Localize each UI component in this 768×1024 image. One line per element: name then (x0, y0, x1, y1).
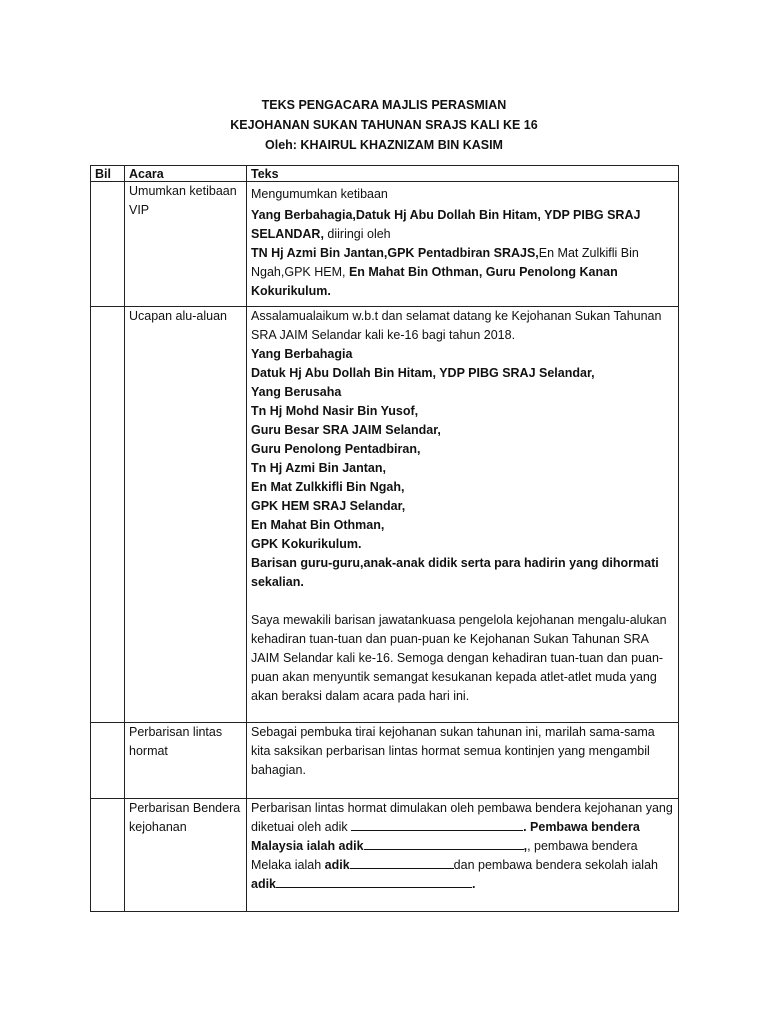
header-bil: Bil (91, 166, 125, 182)
diiringi-text: diiringi oleh (323, 227, 391, 241)
header-title: TEKS PENGACARA MAJLIS PERASMIAN (261, 98, 507, 112)
flag-text-4a: , (523, 839, 528, 853)
bil-cell (91, 307, 125, 723)
acara-cell: Perbarisan Bendera kejohanan (125, 799, 247, 912)
teks-cell: Sebagai pembuka tirai kejohanan sukan tahunan ini, marilah sama-sama kita saksikan perbarisan lintas hormat semua kontinjen yang mengambil bahagian. (247, 723, 679, 799)
name-blank (364, 837, 524, 850)
flag-text-3: ialah adik (306, 839, 364, 853)
vip2-text: TN Hj Azmi Bin Jantan,GPK Pentadbiran SRAJS, (251, 246, 539, 260)
announce-vip (251, 204, 674, 301)
welcome-closing: Saya mewakili barisan jawatankuasa pengelola kejohanan mengalu-alukan kehadiran tuan-tuan dan puan-puan ke Kejohanan Sukan Tahunan SRA JAIM Selandar kali ke-16. Semoga dengan kehadiran tuan-tuan dan puan-puan akan menyuntik semangat kesukanan kepada atlet-atlet muda yang akan beraksi dalam acara pada hari ini. (251, 613, 667, 703)
program-table (90, 165, 679, 912)
flag-text-1: Perbarisan lintas hormat dimulakan oleh pembawa bendera kejohanan yang diketuai oleh adik (251, 801, 673, 834)
header-teks: Teks (247, 166, 679, 182)
acara-cell: Ucapan alu-aluan (125, 307, 247, 723)
flag-text-8: . (472, 877, 476, 891)
teks-cell (247, 799, 679, 912)
teks-cell (247, 307, 679, 723)
welcome-line: En Mahat Bin Othman, (251, 518, 385, 532)
header-acara: Acara (125, 166, 247, 182)
flag-text-6: dan pembawa bendera sekolah ialah (453, 858, 658, 872)
acara-cell: Umumkan ketibaan VIP (125, 182, 247, 307)
flag-text-5: adik (324, 858, 350, 872)
announce-intro: Mengumumkan ketibaan (251, 187, 388, 201)
welcome-line: En Mat Zulkkifli Bin Ngah, (251, 480, 405, 494)
bil-cell (91, 182, 125, 307)
welcome-line: Barisan guru-guru,anak-anak didik serta para hadirin yang dihormati sekalian. (251, 556, 659, 589)
welcome-intro: Assalamualaikum w.b.t dan selamat datang ke Kejohanan Sukan Tahunan SRA JAIM Selandar kali ke-16 bagi tahun 2018. (251, 309, 662, 342)
welcome-line: GPK HEM SRAJ Selandar, (251, 499, 406, 513)
table-row (91, 307, 679, 723)
flag-text-4: , pembawa bendera Melaka ialah (251, 839, 638, 872)
flag-text-2: . Pembawa bendera Malaysia (251, 820, 640, 853)
vip1-text: Yang Berbahagia,Datuk Hj Abu Dollah Bin Hitam, YDP PIBG SRAJ SELANDAR, (251, 208, 641, 241)
teks-cell (247, 182, 679, 307)
bil-cell (91, 799, 125, 912)
name-blank (276, 875, 472, 888)
vip3-text: En Mat Zulkifli Bin Ngah,GPK HEM, (251, 246, 639, 279)
welcome-line: Tn Hj Azmi Bin Jantan, (251, 461, 386, 475)
paragraph-gap (251, 592, 674, 611)
welcome-line: GPK Kokurikulum. (251, 537, 362, 551)
table-header-row (91, 166, 679, 182)
table-row (91, 723, 679, 799)
welcome-line: Yang Berbahagia (251, 347, 353, 361)
header-author: Oleh: KHAIRUL KHAZNIZAM BIN KASIM (265, 138, 503, 152)
table-row (91, 182, 679, 307)
document-header (0, 95, 768, 155)
welcome-line: Yang Berusaha (251, 385, 342, 399)
welcome-line: Tn Hj Mohd Nasir Bin Yusof, (251, 404, 419, 418)
acara-cell: Perbarisan lintas hormat (125, 723, 247, 799)
welcome-line: Guru Besar SRA JAIM Selandar, (251, 423, 441, 437)
name-blank (351, 818, 523, 831)
vip4-text: En Mahat Bin Othman, Guru Penolong Kanan Kokurikulum. (251, 265, 618, 298)
welcome-line: Guru Penolong Pentadbiran, (251, 442, 421, 456)
flag-text-7: adik (251, 877, 277, 891)
name-blank (350, 856, 454, 869)
header-subtitle: KEJOHANAN SUKAN TAHUNAN SRAJS KALI KE 16 (230, 118, 538, 132)
bil-cell (91, 723, 125, 799)
welcome-line: Datuk Hj Abu Dollah Bin Hitam, YDP PIBG SRAJ Selandar, (251, 366, 595, 380)
table-row (91, 799, 679, 912)
